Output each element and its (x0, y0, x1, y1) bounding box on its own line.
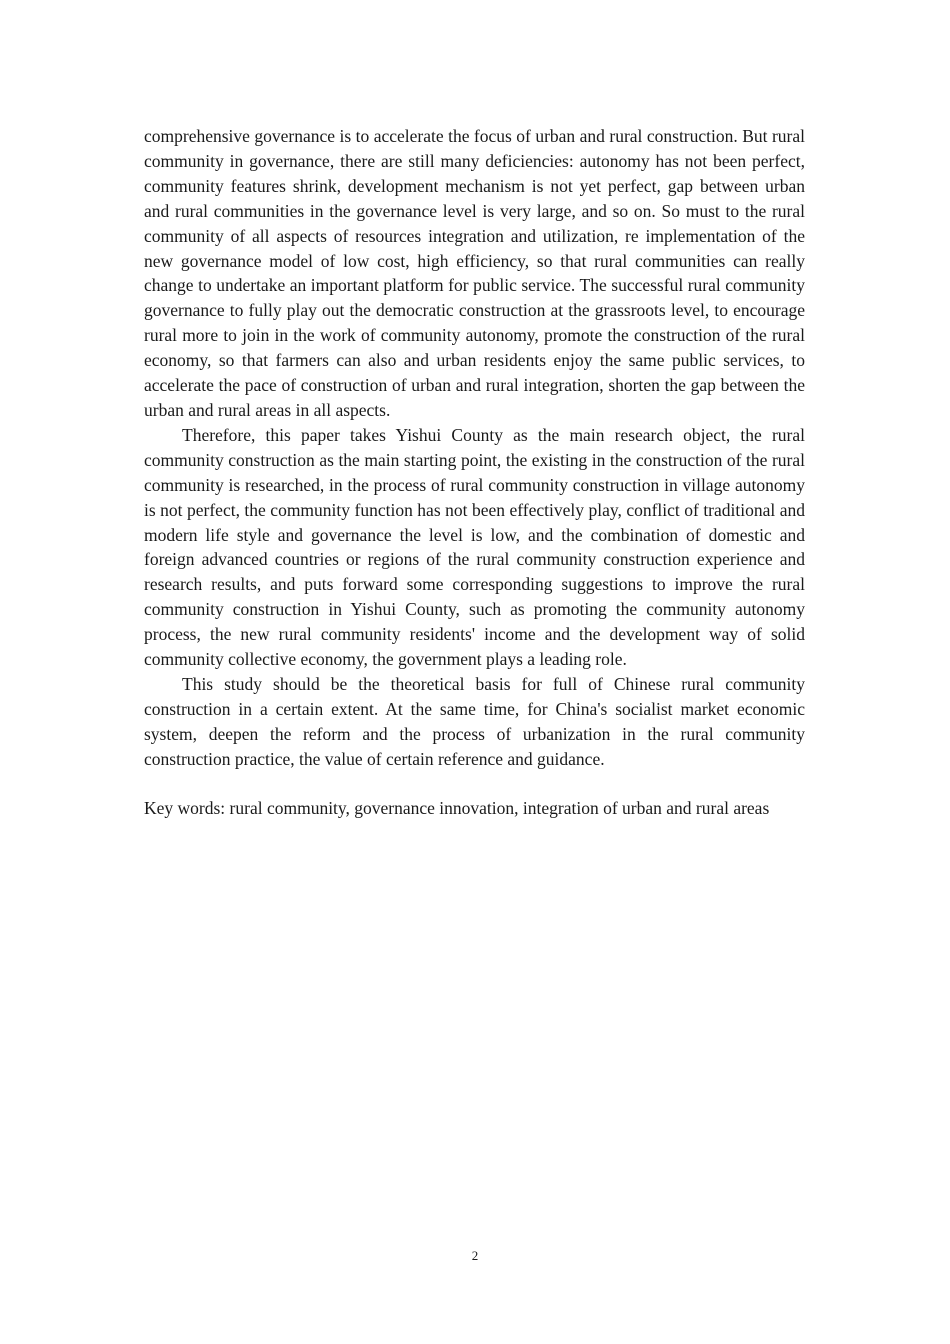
keywords-line: Key words: rural community, governance innovation, integration of urban and rural areas (144, 798, 770, 819)
paragraph-continuation: comprehensive governance is to accelerate the focus of urban and rural construction. But rural community in governance, there are still many deficiencies: autonomy has not been perfect, community features shrink, development mechanism is not yet perfect, gap between urban and rural communities in the governance level is very large, and so on. So must to the rural community of all aspects of resources integration and utilization, re implementation of the new governance model of low cost, high efficiency, so that rural communities can really change to undertake an important platform for public service. The successful rural community governance to fully play out the democratic construction at the grassroots level, to encourage rural more to join in the work of community autonomy, promote the construction of the rural economy, so that farmers can also and urban residents enjoy the same public services, to accelerate the pace of construction of urban and rural integration, shorten the gap between the urban and rural areas in all aspects. (144, 126, 805, 420)
abstract-body (144, 124, 805, 821)
page-number: 2 (471, 1248, 479, 1263)
paragraph-research-object: Therefore, this paper takes Yishui County as the main research object, the rural community construction as the main starting point, the existing in the construction of the rural community is researched, in the process of rural community construction in village autonomy is not perfect, the community function has not been effectively play, conflict of traditional and modern life style and governance the level is low, and the combination of domestic and foreign advanced countries or regions of the rural community construction experience and research results, and puts forward some corresponding suggestions to improve the rural community construction in Yishui County, such as promoting the community autonomy process, the new rural community residents' income and the development way of solid community collective economy, the government plays a leading role. (144, 424, 805, 670)
paragraph-study-significance: This study should be the theoretical basis for full of Chinese rural community construction in a certain extent. At the same time, for China's socialist market economic system, deepen the reform and the process of urbanization in the rural community construction practice, the value of certain reference and guidance. (144, 673, 805, 769)
